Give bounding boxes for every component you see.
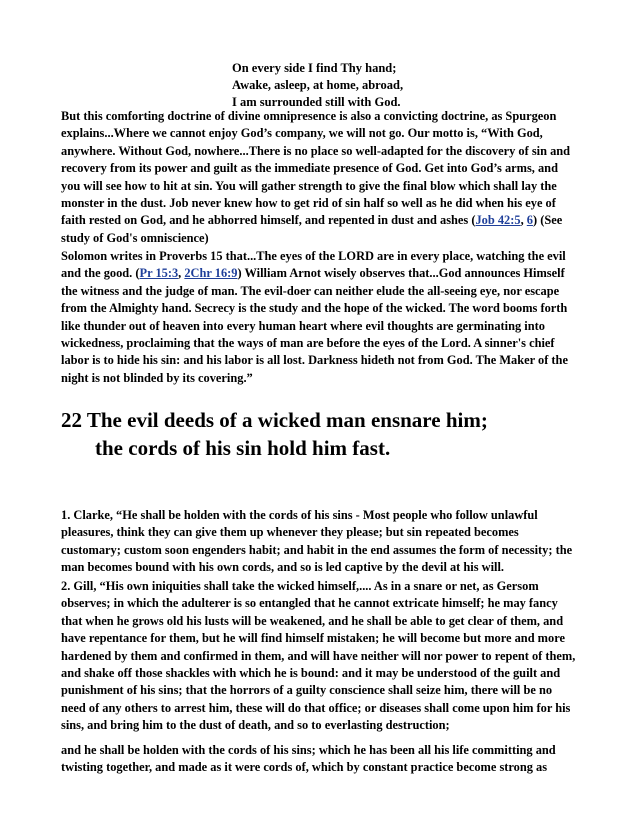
scripture-link-job-42-6[interactable]: 6	[526, 213, 533, 228]
poem-line: On every side I find Thy hand;	[232, 61, 397, 75]
text-line: have repentance for them, but he will find himself mistaken; he will become but more and more	[61, 631, 565, 646]
text-line	[61, 265, 581, 282]
text-span: faith rested on God, and he abhorred himself, and repented in dust and ashes (	[61, 213, 476, 228]
scripture-link-pr-15-3[interactable]: Pr 15:3	[139, 266, 179, 281]
paragraph-solomon	[61, 248, 581, 387]
text-line: that when he grows old his lusts will be weakened, and he shall be able to get clear of them, and	[61, 613, 564, 628]
text-line	[61, 212, 581, 229]
text-line: sins, and bring him to the dust of death, and so to everlasting destruction;	[61, 718, 450, 733]
text-line: pleasures, think they can give them up whenever they please; but sin repeated becomes	[61, 525, 519, 540]
text-line: 2. Gill, “His own iniquities shall take the wicked himself,.... As in a snare or net, as Gersom	[61, 579, 539, 593]
text-span: and the good. (	[61, 266, 140, 281]
paragraph-spurgeon	[61, 108, 581, 247]
text-span: ,	[178, 266, 185, 281]
text-span: ,	[520, 213, 527, 228]
scripture-link-2chr-16-9[interactable]: 2Chr 16:9	[184, 266, 238, 281]
text-line: observes; in which the adulterer is so entangled that he cannot extricate himself; he may fancy	[61, 596, 558, 611]
text-line: labor is to hide his sin: and his labor is all lost. Darkness hideth not from God. The Maker of the	[61, 353, 568, 368]
text-line: need of any others to arrest him, these will do that office; or diseases shall come upon him for his	[61, 700, 571, 715]
text-line: the witness and the judge of man. The evil-doer can neither elude the all-seeing eye, nor escape	[61, 283, 560, 298]
poem-line: Awake, asleep, at home, abroad,	[232, 78, 404, 92]
paragraph-gill	[61, 578, 581, 735]
text-line: man becomes bound with his own cords, and so is led captive by the devil at his will.	[61, 560, 505, 575]
text-line: you will see how to hit at sin. You will gather strength to give the final blow which shall lay the	[61, 178, 557, 193]
text-line: wickedness, proclaiming that the ways of man are before the eyes of the Lord. A sinner's chief	[61, 336, 555, 351]
poem-line: I am surrounded still with God.	[232, 95, 401, 109]
text-line: like thunder out of heaven into every human heart where evil thoughts are germinating into	[61, 318, 545, 333]
poem-quote	[232, 60, 403, 111]
text-line: and shake off those shackles with which he is bound: and it may be understood of the guilt and	[61, 666, 561, 681]
text-line: customary; custom soon engenders habit; and habit in the end assumes the form of necessity; the	[61, 542, 573, 557]
paragraph-clarke	[61, 507, 581, 577]
text-line: 1. Clarke, “He shall be holden with the cords of his sins - Most people who follow unlawful	[61, 508, 538, 522]
text-line: study of God's omniscience)	[61, 230, 209, 245]
text-line: and he shall be holden with the cords of his sins; which he has been all his life committing and	[61, 743, 556, 757]
verse-heading-line: 22 The evil deeds of a wicked man ensnare him;	[61, 408, 488, 432]
text-line: hardened by them and confirmed in them, and will have neither will nor power to repent of them,	[61, 648, 576, 663]
verse-heading-line: the cords of his sin hold him fast.	[95, 436, 391, 460]
text-line: explains...Where we cannot enjoy God’s company, we will not go. Our motto is, “With God,	[61, 126, 543, 141]
text-line: But this comforting doctrine of divine omnipresence is also a convicting doctrine, as Spurgeon	[61, 109, 557, 123]
text-line: punishment of his sins; that the horrors of a guilty conscience shall seize him, there will be no	[61, 683, 553, 698]
text-line: Solomon writes in Proverbs 15 that...The eyes of the LORD are in every place, watching the evil	[61, 249, 566, 263]
text-span: ) William Arnot wisely observes that...God announces Himself	[237, 266, 565, 281]
text-line: recovery from its power and guilt as the immediate presence of God. Get into God’s arms, and	[61, 161, 558, 176]
paragraph-gill-continued	[61, 742, 581, 777]
text-line: monster in the dust. Job never knew how to get rid of sin half so well as he did when his eye of	[61, 196, 556, 211]
text-span: ) (See	[532, 213, 563, 228]
text-line: night is not blinded by its covering.”	[61, 370, 253, 385]
text-line: from the Almighty hand. Secrecy is the study and the hope of the wicked. The word booms forth	[61, 301, 568, 316]
text-line: twisting together, and made as it were cords of, which by constant practice become strong as	[61, 760, 548, 775]
scripture-link-job-42-5[interactable]: Job 42:5	[475, 213, 521, 228]
verse-heading	[61, 406, 488, 462]
text-line: anywhere. Without God, nowhere...There is no place so well-adapted for the discovery of sin and	[61, 143, 571, 158]
